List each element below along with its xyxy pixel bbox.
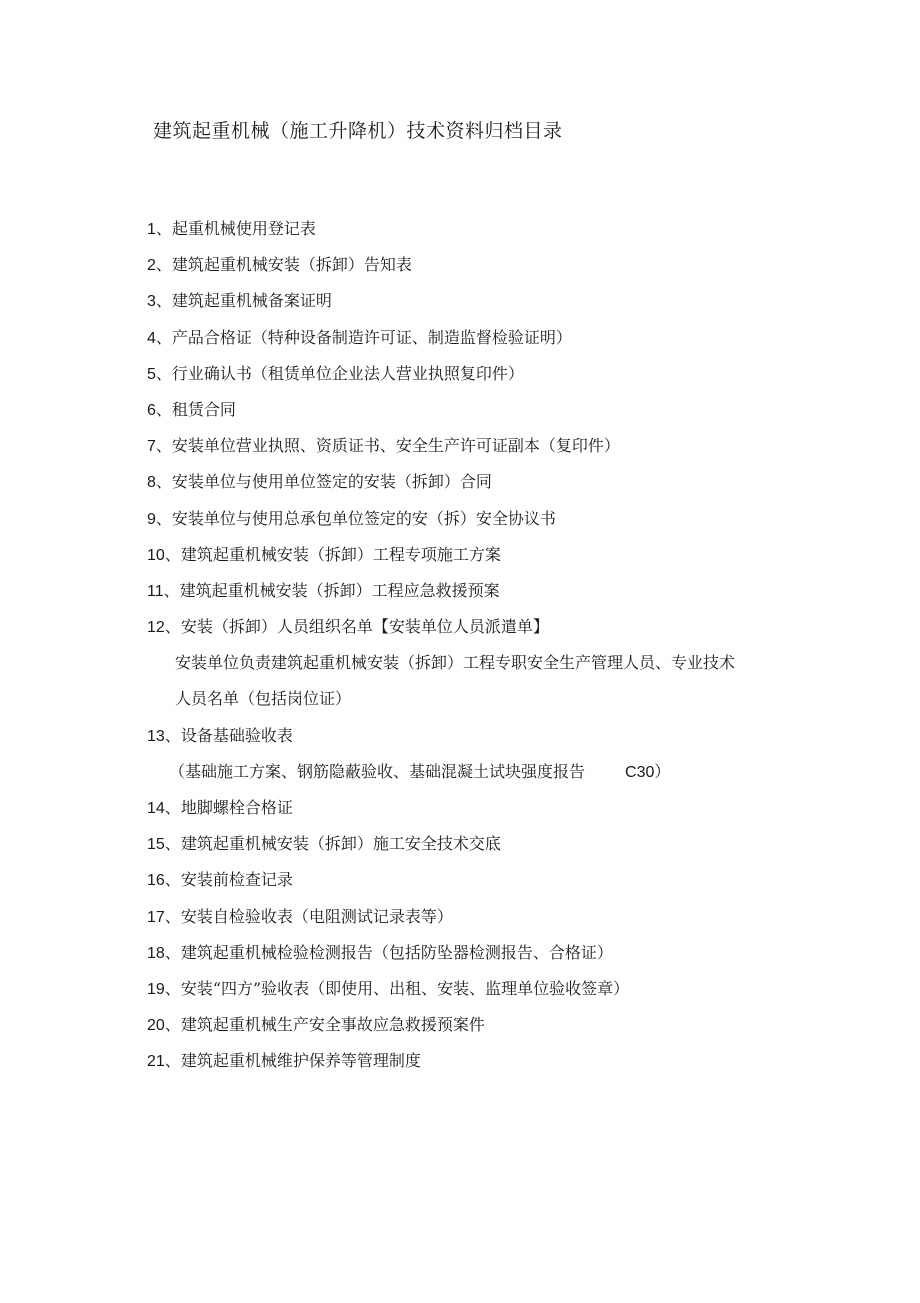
archive-list (147, 215, 735, 1084)
list-item-continuation (147, 685, 735, 721)
list-item (147, 1011, 735, 1047)
item-text: 地脚螺栓合格证 (180, 798, 293, 817)
item-number: 7、 (147, 438, 172, 456)
item-number: 12、 (147, 619, 181, 637)
list-item (147, 794, 735, 830)
list-item (147, 432, 735, 468)
item-number: 1、 (147, 221, 172, 238)
item-text: 安装“四方”验收表（即使用、出租、安装、监理单位验收签章） (180, 978, 630, 998)
item-number: 19、 (147, 980, 181, 998)
list-item (147, 613, 735, 649)
item-text: 建筑起重机械备案证明 (171, 291, 332, 311)
item-text: 行业确认书（租赁单位企业法人营业执照复印件） (171, 363, 524, 383)
item-text: 安装前检查记录 (180, 870, 293, 890)
item-text: 起重机械使用登记表 (171, 219, 316, 238)
list-item (147, 324, 735, 360)
item-text: 安装单位与使用总承包单位签定的安（拆）安全协议书 (171, 508, 556, 528)
item-text: 建筑起重机械安装（拆卸）告知表 (171, 255, 412, 275)
item-number: 17、 (147, 908, 181, 926)
item-number: 8、 (147, 474, 172, 492)
item-text: 安装单位营业执照、资质证书、安全生产许可证副本（复印件） (171, 436, 620, 456)
item-text: 设备基础验收表 (180, 725, 293, 745)
item-number: 13、 (147, 727, 181, 745)
item-number: 11、 (147, 582, 180, 600)
list-item (147, 577, 735, 613)
item-number: 9、 (147, 510, 172, 528)
item-number: 2、 (147, 257, 172, 275)
item-text: 建筑起重机械安装（拆卸）工程应急救援预案 (179, 580, 500, 600)
item-text: 建筑起重机械安装（拆卸）工程专项施工方案 (180, 544, 501, 564)
list-item (147, 215, 735, 251)
list-item (147, 360, 735, 396)
page-title: 建筑起重机械（施工升降机）技术资料归档目录 (153, 120, 563, 142)
item-number: 15、 (147, 836, 181, 854)
item-text: 人员名单（包括岗位证） (175, 689, 352, 709)
list-item (147, 541, 735, 577)
list-item (147, 975, 735, 1011)
list-item (147, 830, 735, 866)
list-item (147, 468, 735, 504)
list-item (147, 939, 735, 975)
item-number: 3、 (147, 293, 172, 311)
item-number: 6、 (147, 401, 172, 419)
list-item (147, 866, 735, 902)
item-text: 建筑起重机械安装（拆卸）施工安全技术交底 (180, 834, 501, 854)
item-text: 安装单位与使用单位签定的安装（拆卸）合同 (171, 472, 492, 492)
item-suffix: C30） (625, 763, 671, 781)
item-number: 21、 (147, 1053, 181, 1071)
list-item (147, 505, 735, 541)
list-item (147, 722, 735, 758)
item-number: 18、 (147, 944, 181, 962)
item-text: （基础施工方案、钢筋隐蔽验收、基础混凝土试块强度报告 (169, 761, 586, 781)
item-text: 建筑起重机械检验检测报告（包括防坠器检测报告、合格证） (180, 942, 613, 962)
item-text: 安装（拆卸）人员组织名单【安装单位人员派遣单】 (180, 617, 549, 637)
list-item-continuation (147, 649, 735, 685)
item-number: 5、 (147, 365, 172, 383)
list-item (147, 251, 735, 287)
item-number: 10、 (147, 546, 181, 564)
list-item (147, 903, 735, 939)
list-item-continuation (147, 758, 735, 794)
item-number: 14、 (147, 800, 181, 817)
item-text: 建筑起重机械维护保养等管理制度 (180, 1051, 421, 1071)
list-item (147, 287, 735, 323)
item-text: 安装单位负责建筑起重机械安装（拆卸）工程专职安全生产管理人员、专业技术 (175, 653, 736, 673)
item-number: 20、 (147, 1017, 181, 1035)
list-item (147, 396, 735, 432)
item-number: 16、 (147, 872, 181, 890)
item-text: 建筑起重机械生产安全事故应急救援预案件 (180, 1015, 485, 1035)
item-text: 产品合格证（特种设备制造许可证、制造监督检验证明） (171, 327, 572, 347)
item-number: 4、 (147, 329, 172, 347)
item-text: 安装自检验收表（电阻测试记录表等） (180, 906, 453, 926)
list-item (147, 1047, 735, 1083)
item-text: 租赁合同 (171, 399, 236, 419)
